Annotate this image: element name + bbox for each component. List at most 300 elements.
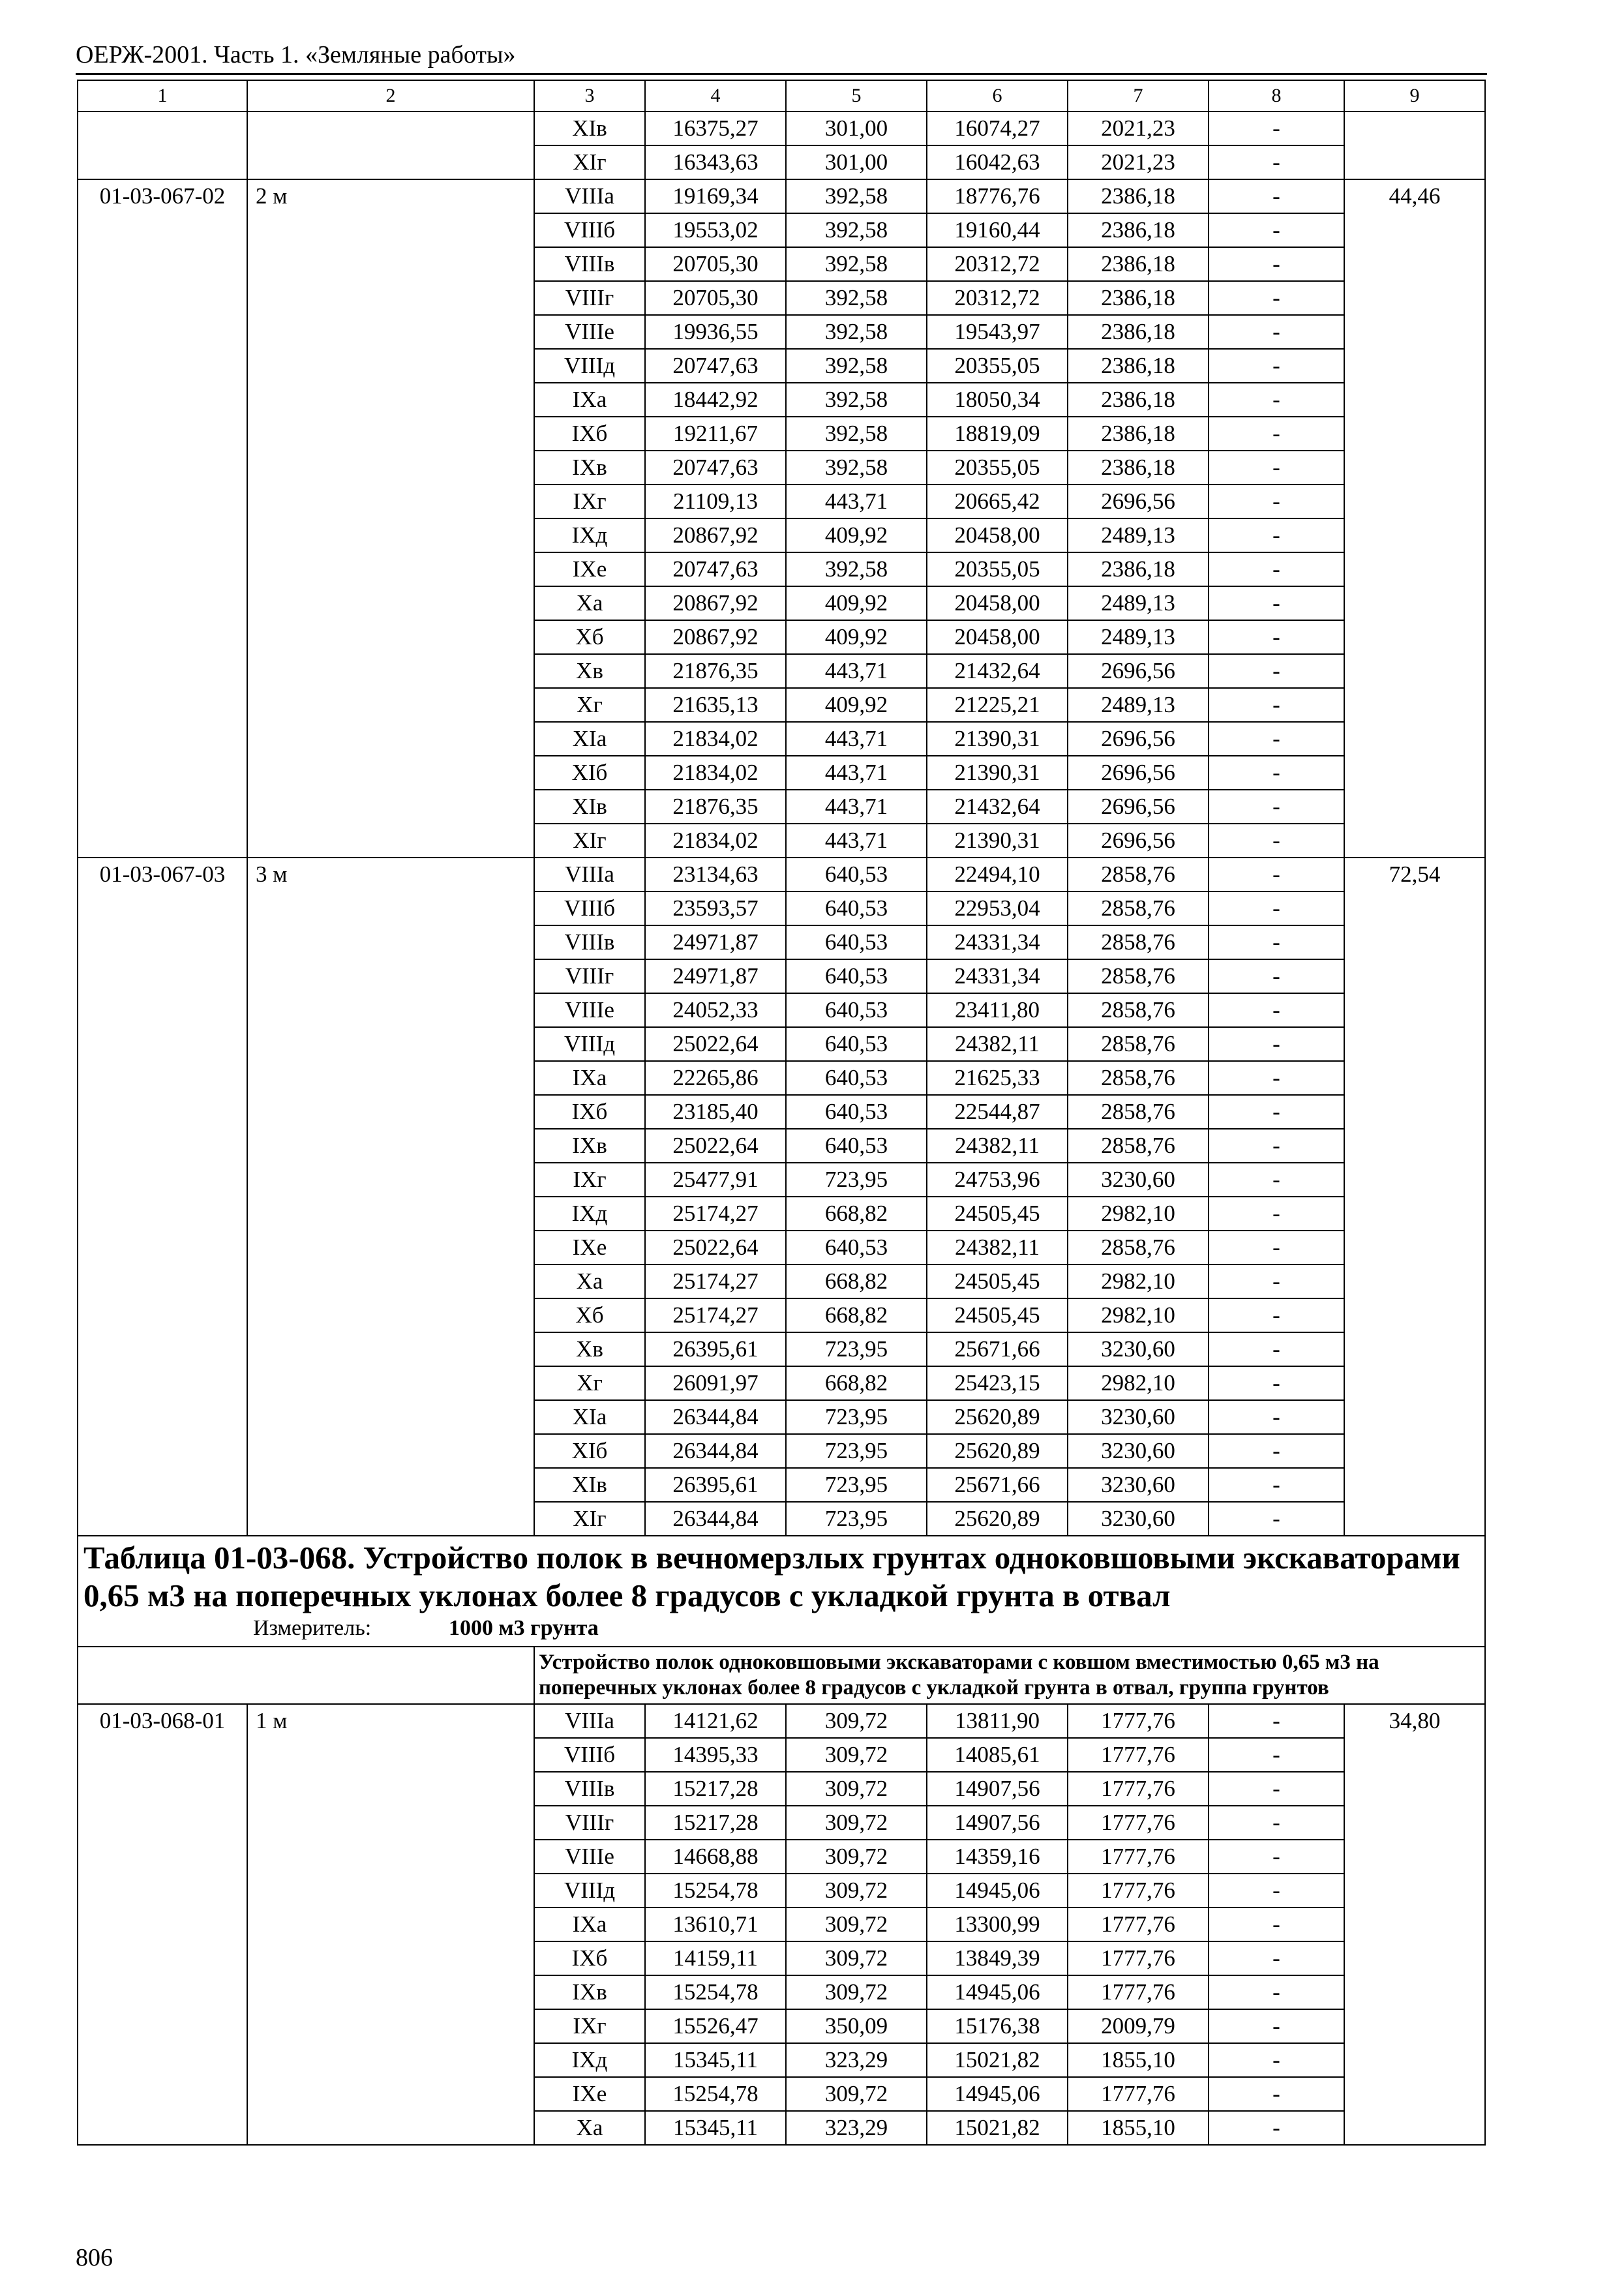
materials-cell: - [1209,213,1344,247]
worker-wage-cell: 640,53 [786,1061,927,1095]
materials-cell: - [1209,1806,1344,1840]
worker-wage-cell: 309,72 [786,2077,927,2111]
table-row [78,858,1485,891]
depth-cell: 2 м [247,179,534,858]
machine-costs-cell: 24505,45 [927,1197,1068,1231]
labor-cell: 34,80 [1344,1704,1485,2145]
machine-costs-cell: 20355,05 [927,451,1068,485]
machine-costs-cell: 20458,00 [927,620,1068,654]
soil-group-cell: VIIIа [534,858,645,891]
machinist-wage-cell: 2489,13 [1068,586,1209,620]
machine-costs-cell: 22953,04 [927,891,1068,925]
machinist-wage-cell: 2021,23 [1068,145,1209,179]
soil-group-cell: IXе [534,552,645,586]
table-row [78,179,1485,213]
column-number-cell: 5 [786,80,927,112]
soil-group-cell: XIа [534,1400,645,1434]
rate-code-cell: 01-03-068-01 [78,1704,247,2145]
worker-wage-cell: 309,72 [786,1941,927,1975]
machinist-wage-cell: 2009,79 [1068,2009,1209,2043]
machinist-wage-cell: 3230,60 [1068,1468,1209,1502]
worker-wage-cell: 409,92 [786,586,927,620]
worker-wage-cell: 640,53 [786,925,927,959]
machine-costs-cell: 21390,31 [927,824,1068,858]
materials-cell: - [1209,1738,1344,1772]
soil-group-cell: VIIIе [534,315,645,349]
materials-cell: - [1209,2009,1344,2043]
materials-cell: - [1209,281,1344,315]
soil-group-cell: XIг [534,1502,645,1536]
worker-wage-cell: 392,58 [786,315,927,349]
machinist-wage-cell: 1777,76 [1068,1704,1209,1738]
column-number-cell: 7 [1068,80,1209,112]
machine-costs-cell: 21390,31 [927,722,1068,756]
machinist-wage-cell: 2858,76 [1068,925,1209,959]
direct-costs-cell: 26395,61 [645,1332,786,1366]
worker-wage-cell: 409,92 [786,518,927,552]
soil-group-cell: Xа [534,1264,645,1298]
materials-cell: - [1209,1163,1344,1197]
machinist-wage-cell: 2982,10 [1068,1264,1209,1298]
rates-table [77,80,1486,2146]
materials-cell: - [1209,756,1344,790]
labor-cell [1344,112,1485,179]
machine-costs-cell: 15021,82 [927,2043,1068,2077]
materials-cell: - [1209,485,1344,518]
direct-costs-cell: 25174,27 [645,1197,786,1231]
soil-group-cell: Xб [534,620,645,654]
machinist-wage-cell: 1777,76 [1068,1908,1209,1941]
worker-wage-cell: 723,95 [786,1434,927,1468]
rate-code-cell [78,112,247,179]
soil-group-cell: XIв [534,790,645,824]
machine-costs-cell: 25620,89 [927,1434,1068,1468]
machine-costs-cell: 24331,34 [927,959,1068,993]
machinist-wage-cell: 2386,18 [1068,247,1209,281]
machine-costs-cell: 24753,96 [927,1163,1068,1197]
direct-costs-cell: 15217,28 [645,1772,786,1806]
direct-costs-cell: 21834,02 [645,824,786,858]
machinist-wage-cell: 2982,10 [1068,1197,1209,1231]
direct-costs-cell: 19211,67 [645,417,786,451]
section-description-cell: Устройство полок одноковшовыми экскаваторами с ковшом вместимостью 0,65 м3 на поперечных уклонах более 8 градусов с укладкой грунта в отвал, группа грунтов [534,1647,1485,1704]
machinist-wage-cell: 1777,76 [1068,1738,1209,1772]
soil-group-cell: VIIIе [534,1840,645,1874]
machine-costs-cell: 21432,64 [927,790,1068,824]
soil-group-cell: VIIIб [534,213,645,247]
machine-costs-cell: 24382,11 [927,1129,1068,1163]
machine-costs-cell: 18776,76 [927,179,1068,213]
machine-costs-cell: 20312,72 [927,247,1068,281]
soil-group-cell: Xа [534,586,645,620]
worker-wage-cell: 350,09 [786,2009,927,2043]
machine-costs-cell: 14907,56 [927,1772,1068,1806]
worker-wage-cell: 392,58 [786,247,927,281]
soil-group-cell: XIб [534,1434,645,1468]
machine-costs-cell: 19160,44 [927,213,1068,247]
section-title: Таблица 01-03-068. Устройство полок в вечномерзлых грунтах одноковшовыми экскаваторами 0,65 м3 на поперечных уклонах более 8 градусов с укладкой грунта в отвал [83,1540,1460,1613]
materials-cell: - [1209,112,1344,145]
soil-group-cell: IXв [534,1129,645,1163]
soil-group-cell: IXг [534,485,645,518]
machine-costs-cell: 21625,33 [927,1061,1068,1095]
soil-group-cell: IXе [534,1231,645,1264]
machine-costs-cell: 19543,97 [927,315,1068,349]
machine-costs-cell: 25671,66 [927,1332,1068,1366]
direct-costs-cell: 23185,40 [645,1095,786,1129]
direct-costs-cell: 15345,11 [645,2111,786,2145]
worker-wage-cell: 392,58 [786,417,927,451]
machinist-wage-cell: 2386,18 [1068,315,1209,349]
worker-wage-cell: 668,82 [786,1298,927,1332]
machine-costs-cell: 14359,16 [927,1840,1068,1874]
worker-wage-cell: 668,82 [786,1197,927,1231]
direct-costs-cell: 20747,63 [645,451,786,485]
machinist-wage-cell: 2386,18 [1068,349,1209,383]
worker-wage-cell: 392,58 [786,213,927,247]
machine-costs-cell: 15176,38 [927,2009,1068,2043]
machinist-wage-cell: 1777,76 [1068,1772,1209,1806]
direct-costs-cell: 14121,62 [645,1704,786,1738]
soil-group-cell: XIб [534,756,645,790]
direct-costs-cell: 20747,63 [645,552,786,586]
worker-wage-cell: 640,53 [786,858,927,891]
worker-wage-cell: 640,53 [786,1095,927,1129]
worker-wage-cell: 309,72 [786,1874,927,1908]
machinist-wage-cell: 2386,18 [1068,281,1209,315]
rate-code-cell: 01-03-067-02 [78,179,247,858]
machinist-wage-cell: 3230,60 [1068,1434,1209,1468]
materials-cell: - [1209,1874,1344,1908]
materials-cell: - [1209,1840,1344,1874]
direct-costs-cell: 18442,92 [645,383,786,417]
materials-cell: - [1209,925,1344,959]
soil-group-cell: XIв [534,1468,645,1502]
materials-cell: - [1209,315,1344,349]
worker-wage-cell: 640,53 [786,1129,927,1163]
worker-wage-cell: 309,72 [786,1806,927,1840]
soil-group-cell: IXг [534,2009,645,2043]
materials-cell: - [1209,722,1344,756]
machinist-wage-cell: 2489,13 [1068,620,1209,654]
machinist-wage-cell: 3230,60 [1068,1502,1209,1536]
table-row [78,112,1485,145]
soil-group-cell: VIIIд [534,1027,645,1061]
worker-wage-cell: 392,58 [786,552,927,586]
materials-cell: - [1209,993,1344,1027]
materials-cell: - [1209,552,1344,586]
materials-cell: - [1209,1332,1344,1366]
machinist-wage-cell: 2386,18 [1068,383,1209,417]
machine-costs-cell: 14945,06 [927,1975,1068,2009]
column-number-cell: 2 [247,80,534,112]
page-number: 806 [76,2244,113,2271]
machine-costs-cell: 21390,31 [927,756,1068,790]
direct-costs-cell: 25174,27 [645,1298,786,1332]
soil-group-cell: VIIIг [534,1806,645,1840]
soil-group-cell: VIIIг [534,281,645,315]
machinist-wage-cell: 1777,76 [1068,1941,1209,1975]
machine-costs-cell: 24331,34 [927,925,1068,959]
machine-costs-cell: 24505,45 [927,1298,1068,1332]
direct-costs-cell: 21834,02 [645,722,786,756]
machinist-wage-cell: 2386,18 [1068,552,1209,586]
labor-cell: 44,46 [1344,179,1485,858]
worker-wage-cell: 309,72 [786,1772,927,1806]
unit-of-measure [83,1615,1479,1643]
direct-costs-cell: 23593,57 [645,891,786,925]
worker-wage-cell: 323,29 [786,2043,927,2077]
machine-costs-cell: 22494,10 [927,858,1068,891]
direct-costs-cell: 19169,34 [645,179,786,213]
direct-costs-cell: 25022,64 [645,1231,786,1264]
worker-wage-cell: 392,58 [786,349,927,383]
soil-group-cell: IXг [534,1163,645,1197]
direct-costs-cell: 15254,78 [645,2077,786,2111]
materials-cell: - [1209,179,1344,213]
machinist-wage-cell: 2858,76 [1068,959,1209,993]
soil-group-cell: Xб [534,1298,645,1332]
direct-costs-cell: 21834,02 [645,756,786,790]
worker-wage-cell: 668,82 [786,1264,927,1298]
machine-costs-cell: 24505,45 [927,1264,1068,1298]
soil-group-cell: IXе [534,2077,645,2111]
worker-wage-cell: 443,71 [786,824,927,858]
direct-costs-cell: 13610,71 [645,1908,786,1941]
machinist-wage-cell: 2386,18 [1068,451,1209,485]
worker-wage-cell: 443,71 [786,722,927,756]
materials-cell: - [1209,1129,1344,1163]
soil-group-cell: XIг [534,824,645,858]
machine-costs-cell: 20458,00 [927,586,1068,620]
materials-cell: - [1209,1264,1344,1298]
machinist-wage-cell: 2858,76 [1068,858,1209,891]
direct-costs-cell: 24971,87 [645,959,786,993]
worker-wage-cell: 723,95 [786,1163,927,1197]
soil-group-cell: VIIIб [534,891,645,925]
machinist-wage-cell: 2858,76 [1068,993,1209,1027]
materials-cell: - [1209,1400,1344,1434]
materials-cell: - [1209,1468,1344,1502]
soil-group-cell: Xа [534,2111,645,2145]
column-numbers-row [78,80,1485,112]
machine-costs-cell: 15021,82 [927,2111,1068,2145]
machinist-wage-cell: 1777,76 [1068,1806,1209,1840]
worker-wage-cell: 323,29 [786,2111,927,2145]
direct-costs-cell: 23134,63 [645,858,786,891]
worker-wage-cell: 309,72 [786,1975,927,2009]
machinist-wage-cell: 3230,60 [1068,1400,1209,1434]
machinist-wage-cell: 2982,10 [1068,1366,1209,1400]
direct-costs-cell: 15254,78 [645,1874,786,1908]
machine-costs-cell: 14085,61 [927,1738,1068,1772]
soil-group-cell: IXд [534,518,645,552]
materials-cell: - [1209,959,1344,993]
materials-cell: - [1209,790,1344,824]
materials-cell: - [1209,688,1344,722]
machinist-wage-cell: 2696,56 [1068,756,1209,790]
worker-wage-cell: 309,72 [786,1704,927,1738]
worker-wage-cell: 443,71 [786,790,927,824]
materials-cell: - [1209,1502,1344,1536]
worker-wage-cell: 668,82 [786,1366,927,1400]
machinist-wage-cell: 1777,76 [1068,1975,1209,2009]
direct-costs-cell: 25022,64 [645,1027,786,1061]
materials-cell: - [1209,518,1344,552]
direct-costs-cell: 26395,61 [645,1468,786,1502]
worker-wage-cell: 640,53 [786,891,927,925]
depth-cell: 1 м [247,1704,534,2145]
worker-wage-cell: 392,58 [786,451,927,485]
direct-costs-cell: 25477,91 [645,1163,786,1197]
worker-wage-cell: 443,71 [786,756,927,790]
machinist-wage-cell: 2858,76 [1068,1231,1209,1264]
materials-cell: - [1209,1366,1344,1400]
materials-cell: - [1209,1908,1344,1941]
direct-costs-cell: 20705,30 [645,281,786,315]
soil-group-cell: VIIIа [534,179,645,213]
direct-costs-cell: 16343,63 [645,145,786,179]
worker-wage-cell: 640,53 [786,1231,927,1264]
soil-group-cell: IXа [534,1061,645,1095]
machine-costs-cell: 16074,27 [927,112,1068,145]
direct-costs-cell: 15254,78 [645,1975,786,2009]
worker-wage-cell: 392,58 [786,383,927,417]
machine-costs-cell: 25620,89 [927,1502,1068,1536]
soil-group-cell: VIIIг [534,959,645,993]
materials-cell: - [1209,2077,1344,2111]
soil-group-cell: VIIIв [534,1772,645,1806]
materials-cell: - [1209,1975,1344,2009]
worker-wage-cell: 392,58 [786,179,927,213]
machine-costs-cell: 25423,15 [927,1366,1068,1400]
soil-group-cell: IXд [534,2043,645,2077]
soil-group-cell: Xг [534,1366,645,1400]
direct-costs-cell: 26344,84 [645,1434,786,1468]
direct-costs-cell: 19936,55 [645,315,786,349]
soil-group-cell: VIIIв [534,247,645,281]
direct-costs-cell: 20867,92 [645,518,786,552]
materials-cell: - [1209,349,1344,383]
column-number-cell: 6 [927,80,1068,112]
materials-cell: - [1209,1027,1344,1061]
worker-wage-cell: 301,00 [786,145,927,179]
materials-cell: - [1209,1197,1344,1231]
worker-wage-cell: 301,00 [786,112,927,145]
machinist-wage-cell: 2858,76 [1068,1027,1209,1061]
worker-wage-cell: 409,92 [786,688,927,722]
machine-costs-cell: 14945,06 [927,1874,1068,1908]
header-rule [76,73,1487,75]
machine-costs-cell: 21432,64 [927,654,1068,688]
soil-group-cell: IXа [534,1908,645,1941]
soil-group-cell: IXв [534,451,645,485]
soil-group-cell: IXд [534,1197,645,1231]
worker-wage-cell: 409,92 [786,620,927,654]
column-number-cell: 1 [78,80,247,112]
direct-costs-cell: 20867,92 [645,620,786,654]
materials-cell: - [1209,858,1344,891]
materials-cell: - [1209,1298,1344,1332]
soil-group-cell: XIа [534,722,645,756]
machinist-wage-cell: 1777,76 [1068,1840,1209,1874]
direct-costs-cell: 21109,13 [645,485,786,518]
direct-costs-cell: 14159,11 [645,1941,786,1975]
materials-cell: - [1209,1941,1344,1975]
soil-group-cell: VIIIд [534,1874,645,1908]
materials-cell: - [1209,824,1344,858]
worker-wage-cell: 723,95 [786,1400,927,1434]
soil-group-cell: VIIIе [534,993,645,1027]
direct-costs-cell: 16375,27 [645,112,786,145]
direct-costs-cell: 24052,33 [645,993,786,1027]
machinist-wage-cell: 3230,60 [1068,1332,1209,1366]
machinist-wage-cell: 2858,76 [1068,891,1209,925]
materials-cell: - [1209,1434,1344,1468]
depth-cell [247,112,534,179]
machine-costs-cell: 25620,89 [927,1400,1068,1434]
worker-wage-cell: 309,72 [786,1840,927,1874]
description-spacer-cell [78,1647,534,1704]
direct-costs-cell: 20867,92 [645,586,786,620]
direct-costs-cell: 14668,88 [645,1840,786,1874]
machinist-wage-cell: 2386,18 [1068,417,1209,451]
machine-costs-cell: 24382,11 [927,1231,1068,1264]
soil-group-cell: VIIIб [534,1738,645,1772]
machinist-wage-cell: 2489,13 [1068,688,1209,722]
machinist-wage-cell: 2858,76 [1068,1061,1209,1095]
table-row [78,1704,1485,1738]
machinist-wage-cell: 2858,76 [1068,1129,1209,1163]
machinist-wage-cell: 2021,23 [1068,112,1209,145]
machine-costs-cell: 14945,06 [927,2077,1068,2111]
direct-costs-cell: 21635,13 [645,688,786,722]
labor-cell: 72,54 [1344,858,1485,1536]
machinist-wage-cell: 1777,76 [1068,1874,1209,1908]
machine-costs-cell: 13849,39 [927,1941,1068,1975]
machine-costs-cell: 21225,21 [927,688,1068,722]
machine-costs-cell: 20355,05 [927,349,1068,383]
soil-group-cell: Xв [534,1332,645,1366]
worker-wage-cell: 723,95 [786,1468,927,1502]
soil-group-cell: IXв [534,1975,645,2009]
machinist-wage-cell: 2696,56 [1068,824,1209,858]
materials-cell: - [1209,2043,1344,2077]
machine-costs-cell: 24382,11 [927,1027,1068,1061]
worker-wage-cell: 640,53 [786,959,927,993]
soil-group-cell: XIв [534,112,645,145]
machine-costs-cell: 20355,05 [927,552,1068,586]
column-number-cell: 4 [645,80,786,112]
materials-cell: - [1209,1095,1344,1129]
direct-costs-cell: 15345,11 [645,2043,786,2077]
soil-group-cell: IXб [534,1941,645,1975]
machine-costs-cell: 23411,80 [927,993,1068,1027]
materials-cell: - [1209,451,1344,485]
materials-cell: - [1209,1704,1344,1738]
worker-wage-cell: 723,95 [786,1332,927,1366]
direct-costs-cell: 22265,86 [645,1061,786,1095]
machine-costs-cell: 18050,34 [927,383,1068,417]
direct-costs-cell: 19553,02 [645,213,786,247]
direct-costs-cell: 26344,84 [645,1502,786,1536]
soil-group-cell: IXб [534,1095,645,1129]
machine-costs-cell: 20665,42 [927,485,1068,518]
direct-costs-cell: 20705,30 [645,247,786,281]
direct-costs-cell: 14395,33 [645,1738,786,1772]
materials-cell: - [1209,145,1344,179]
section-title-cell [78,1536,1485,1647]
